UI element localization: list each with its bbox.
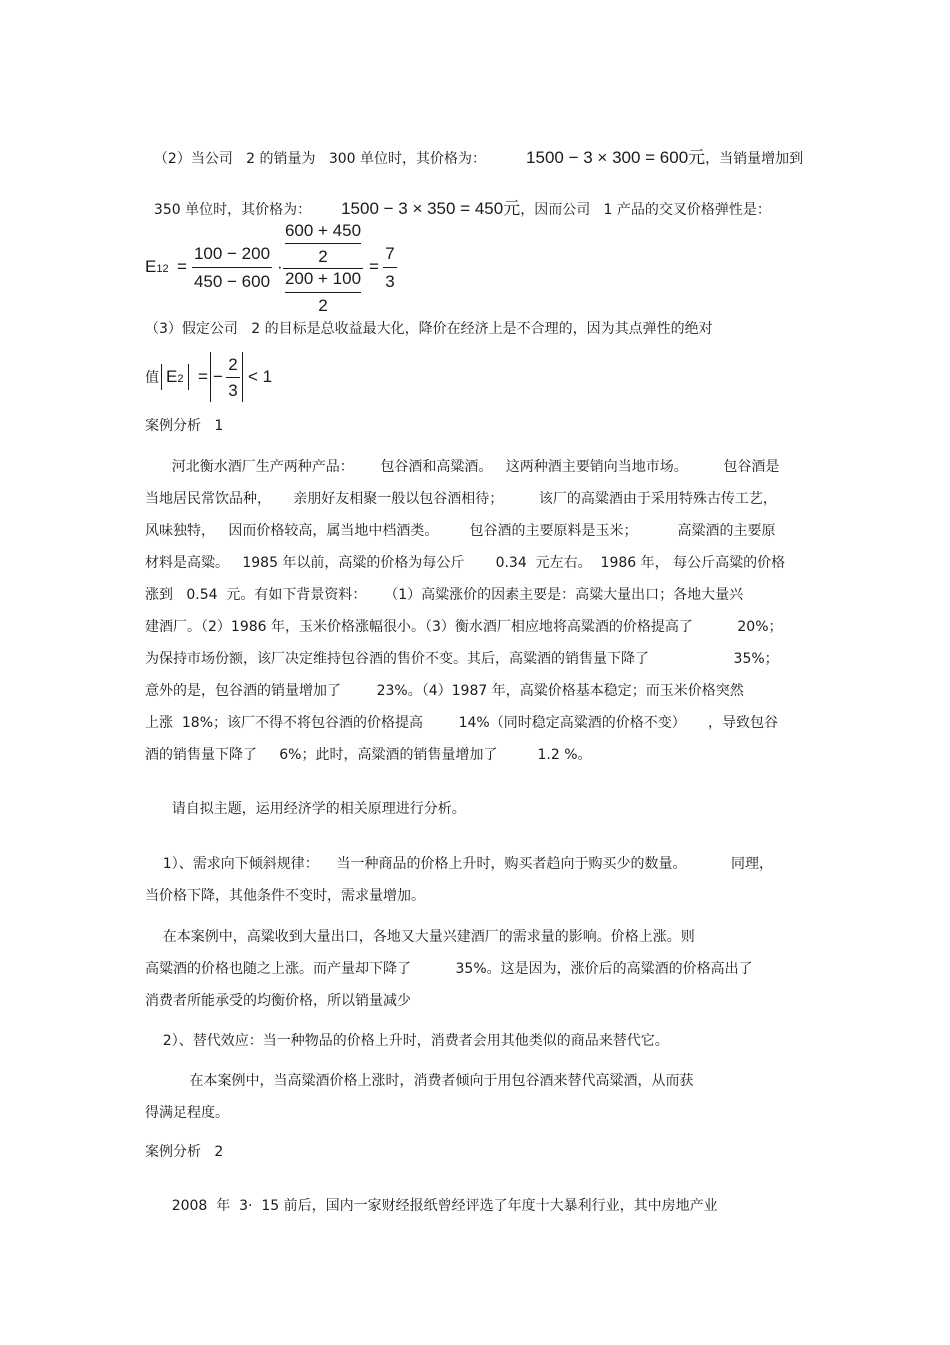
abs-bar2-right [242, 352, 243, 402]
formula-lhs: E12 [145, 257, 169, 276]
frac2-den-bar [285, 292, 361, 293]
abs-frac-den: 3 [228, 381, 238, 400]
answer1-detail-line: 高粱酒的价格也随之上涨。而产量却下降了 35%。这是因为，涨价后的高粱酒的价格高出了 [145, 961, 753, 977]
result-bar [383, 267, 397, 268]
case1-p1-line: 涨到 0.54 元。有如下背景资料： （1）高粱涨价的因素主要是：高粱大量出口；各地大量兴 [145, 587, 744, 603]
formula-eq2: = [369, 257, 379, 276]
abs-frac-bar [226, 377, 240, 378]
case1-heading: 案例分析 1 [145, 418, 224, 434]
answer1-line: 1）、需求向下倾斜规律： 当一种商品的价格上升时，购买者趋向于购买少的数量。 同理， [145, 856, 774, 872]
part2-line2-tail: ，因而公司 1 产品的交叉价格弹性是： [520, 202, 771, 218]
case1-p1-line: 酒的销售量下降了 6%；此时，高粱酒的销售量增加了 1.2 %。 [145, 747, 592, 763]
formula-lhs-sub: 12 [156, 263, 169, 275]
abs-e: E2 [166, 367, 184, 386]
price-formula-300: 1500 − 3 × 300 = 600元 [526, 148, 706, 167]
formula-eq1: = [177, 257, 187, 276]
part2-line1 [145, 131, 803, 168]
abs-bar-left [161, 364, 162, 390]
frac1-num: 100 − 200 [193, 244, 271, 263]
result-den: 3 [385, 272, 395, 291]
abs-lt-one: < 1 [248, 367, 273, 386]
abs-e-sub: 2 [177, 373, 184, 385]
frac1-den: 450 − 600 [193, 272, 271, 291]
frac2-den-den: 2 [318, 296, 328, 315]
frac1-bar [192, 267, 272, 268]
result-num: 7 [385, 244, 395, 263]
frac2-num-num: 600 + 450 [284, 221, 362, 240]
case1-p1-line: 当地居民常饮品种， 亲朋好友相聚一般以包谷酒相待； 该厂的高粱酒由于采用特殊古传工艺， [145, 491, 777, 507]
part2-line1-tail: ，当销量增加到 [705, 151, 804, 167]
case1-p1-line: 意外的是，包谷酒的销量增加了 23%。（4）1987 年，高粱价格基本稳定；而玉米价格突然 [145, 683, 744, 699]
case2-heading: 案例分析 2 [145, 1144, 224, 1160]
frac2-den-num: 200 + 100 [284, 269, 362, 288]
abs-bar2-left [210, 352, 211, 402]
price-formula-350: 1500 − 3 × 350 = 450元 [341, 199, 521, 218]
part2-line2-text: 350 单位时，其价格为： [153, 202, 312, 218]
case1-prompt: 请自拟主题，运用经济学的相关原理进行分析。 [145, 801, 466, 817]
formula-dot: · [277, 257, 283, 276]
abs-eq: = [198, 367, 208, 386]
answer1-line: 当价格下降，其他条件不变时，需求量增加。 [145, 888, 425, 904]
abs-frac-num: 2 [228, 355, 238, 374]
part2-line1-text: （2）当公司 2 的销量为 300 单位时，其价格为： [153, 151, 487, 167]
case2-p1-line: 2008 年 3· 15 前后，国内一家财经报纸曾经评选了年度十大暴利行业，其中房地产业 [145, 1198, 718, 1214]
abs-bar-right [188, 364, 189, 390]
case1-p1-line: 风味独特， 因而价格较高，属当地中档酒类。 包谷酒的主要原料是玉米； 高粱酒的主要原 [145, 523, 776, 539]
abs-minus: − [213, 367, 223, 386]
answer1-detail-line: 在本案例中，高粱收到大量出口，各地又大量兴建酒厂的需求量的影响。价格上涨。则 [145, 929, 695, 945]
part2-line2 [145, 182, 771, 219]
case1-p1-line: 材料是高粱。 1985 年以前，高粱的价格为每公斤 0.34 元左右。 1986 年， 每公斤高粱的价格 [145, 555, 786, 571]
part3-line1: （3）假定公司 2 的目标是总收益最大化，降价在经济上是不合理的，因为其点弹性的绝对 [145, 321, 713, 337]
answer1-detail-line: 消费者所能承受的均衡价格，所以销量减少 [145, 993, 411, 1009]
case1-p1-line: 建酒厂。（2）1986 年，玉米价格涨幅很小。（3）衡水酒厂相应地将高粱酒的价格提高了 20%； [145, 619, 783, 635]
case1-p1-line: 上涨 18%；该厂不得不将包谷酒的价格提高 14%（同时稳定高粱酒的价格不变） ，导致包谷 [145, 715, 778, 731]
case1-p1-line: 河北衡水酒厂生产两种产品： 包谷酒和高粱酒。 这两种酒主要销向当地市场。 包谷酒是 [145, 459, 780, 475]
frac2-num-den: 2 [318, 247, 328, 266]
answer2-detail-line: 在本案例中，当高粱酒价格上涨时，消费者倾向于用包谷酒来替代高粱酒，从而获 [145, 1073, 694, 1089]
part3-value-label: 值 [145, 370, 159, 386]
answer2-line: 2）、替代效应：当一种物品的价格上升时，消费者会用其他类似的商品来替代它。 [145, 1033, 669, 1049]
answer2-detail-line: 得满足程度。 [145, 1105, 229, 1121]
frac2-num-bar [285, 243, 361, 244]
case1-p1-line: 为保持市场份额，该厂决定维持包谷酒的售价不变。其后，高粱酒的销售量下降了 35%； [145, 651, 779, 667]
